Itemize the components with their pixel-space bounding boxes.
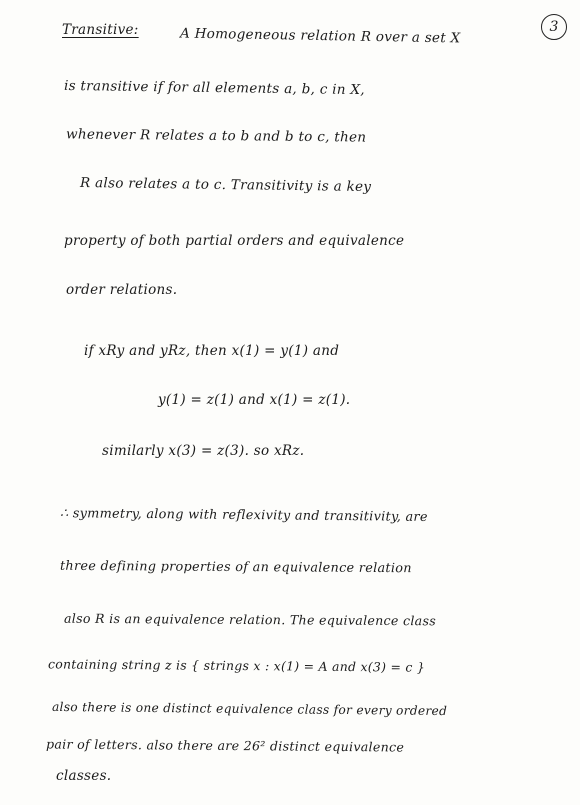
text-line: ∴ symmetry, along with reflexivity and transitivity, are	[59, 506, 428, 525]
text-line: three defining properties of an equivalence relation	[59, 558, 412, 577]
text-line: containing string z is { strings x : x(1) = A and x(3) = c }	[47, 656, 426, 675]
text-line: is transitive if for all elements a, b, c in X,	[63, 77, 366, 99]
text-line: order relations.	[66, 282, 178, 298]
text-line: classes.	[56, 768, 112, 784]
text-line: A Homogeneous relation R over a set X	[179, 25, 461, 47]
text-line: also R is an equivalence relation. The equivalence class	[63, 610, 437, 629]
text-line: property of both partial orders and equivalence	[64, 233, 405, 249]
text-line: R also relates a to c. Transitivity is a key	[79, 174, 372, 196]
math-line: y(1) = z(1) and x(1) = z(1).	[158, 392, 351, 408]
text-line: pair of letters. also there are 26² distinct equivalence	[45, 736, 405, 755]
page-number: 3	[541, 14, 567, 40]
text-line: also there is one distinct equivalence class for every ordered	[51, 699, 448, 719]
heading-line	[62, 22, 139, 38]
math-line: if xRy and yRz, then x(1) = y(1) and	[84, 343, 340, 359]
text-line: whenever R relates a to b and b to c, then	[65, 126, 367, 146]
heading-transitive: Transitive:	[62, 22, 139, 38]
math-line: similarly x(3) = z(3). so xRz.	[102, 443, 305, 459]
